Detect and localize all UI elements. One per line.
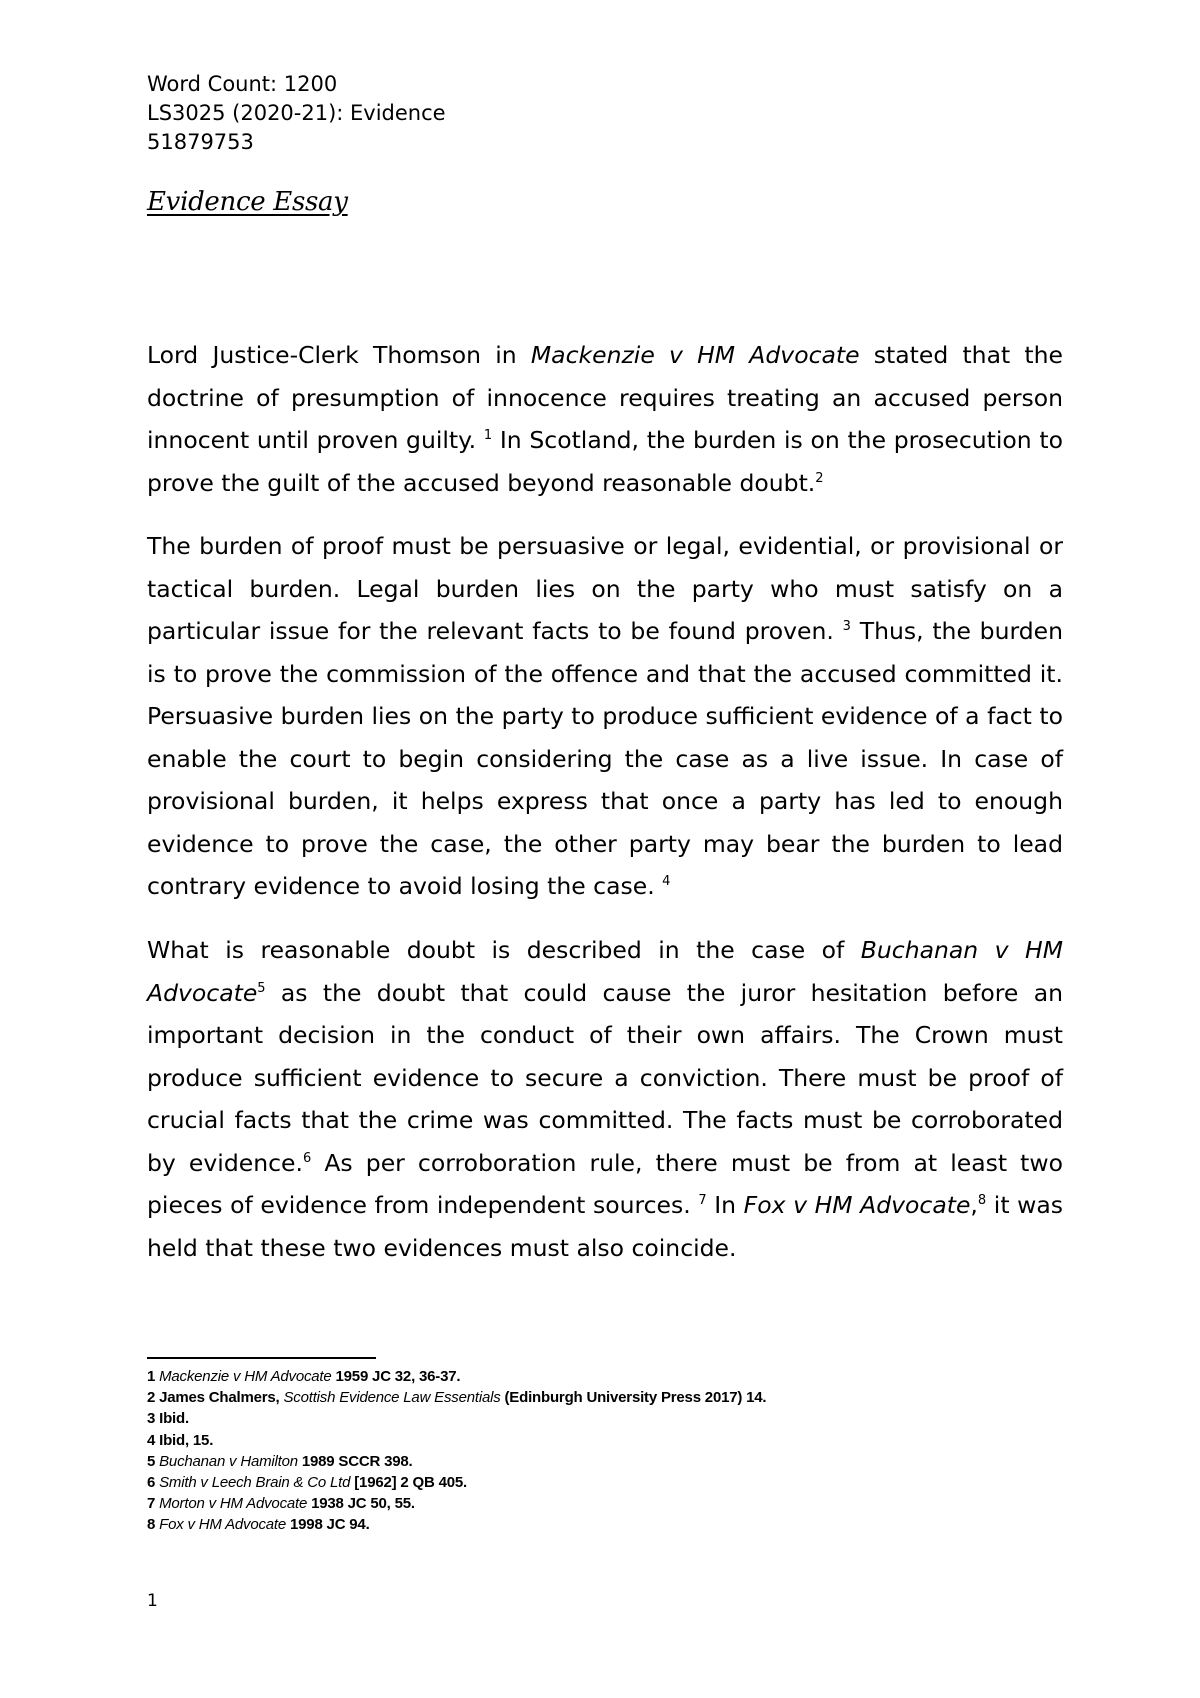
paragraph-1: Lord Justice-Clerk Thomson in Mackenzie v HM Advocate stated that the doctrine of presumption of innocence requires treating an accused person innocent until proven guilty. $^1$ In Scotland, the burden is on the prosecution to prove the guilt of the accused beyond reasonable doubt.$^2$ (147, 341, 1063, 497)
footnote-ref-4[interactable]: 4 (662, 874, 671, 889)
student-id: 51879753 (147, 130, 254, 154)
footnote-2: 2 James Chalmers, Scottish Evidence Law Essentials (Edinburgh University Press 2017) 14. (147, 1389, 767, 1407)
footnote-ref-5[interactable]: 5 (257, 980, 266, 996)
footnote-ref-1[interactable]: 1 (483, 428, 493, 443)
footnote-3: 3 Ibid. (147, 1410, 189, 1428)
footnote-separator (147, 1357, 376, 1359)
page-number: 1 (147, 1591, 158, 1611)
footnote-4: 4 Ibid, 15. (147, 1431, 214, 1449)
footnote-6: 6 Smith v Leech Brain & Co Ltd [1962] 2 QB 405. (147, 1474, 467, 1492)
page-title: Evidence Essay (147, 187, 348, 217)
paragraph-3: What is reasonable doubt is described in the case of Buchanan v HM Advocate$^5$ as the doubt that could cause the juror hesitation before an important decision in the conduct of their own affairs. The Crown must produce sufficient evidence to secure a conviction. There must be proof of crucial facts that the crime was committed. The facts must be corroborated by evidence.$^6$ As per corroboration rule, there must be from at least two pieces of evidence from independent sources. $^7$ In Fox v HM Advocate,$^8$ it was held that these two evidences must also coincide. (147, 936, 1064, 1262)
footnote-8: 8 Fox v HM Advocate 1998 JC 94. (147, 1516, 370, 1534)
case-citation: Mackenzie v HM Advocate (530, 341, 860, 369)
footnote-7: 7 Morton v HM Advocate 1938 JC 50, 55. (147, 1495, 415, 1513)
paragraph-2: The burden of proof must be persuasive or legal, evidential, or provisional or tactical burden. Legal burden lies on the party who must satisfy on a particular issue for the relevant facts to be found proven. $^3$ Thus, the burden is to prove the commission of the offence and that the accused committed it. Persuasive burden lies on the party to produce sufficient evidence of a fact to enable the court to begin considering the case as a live issue. In case of provisional burden, it helps express that once a party has led to enough evidence to prove the case, the other party may bear the burden to lead contrary evidence to avoid losing the case. $^4$ (147, 532, 1064, 900)
footnote-ref-8[interactable]: 8 (977, 1193, 987, 1208)
case-citation: Buchanan v HM Advocate (147, 936, 1063, 1007)
footnote-ref-2[interactable]: 2 (815, 470, 824, 486)
header-block (147, 70, 446, 157)
footnote-ref-7[interactable]: 7 (698, 1193, 707, 1208)
footnote-ref-6[interactable]: 6 (302, 1150, 312, 1166)
footnote-ref-3[interactable]: 3 (842, 619, 851, 634)
module-code: LS3025 (2020-21): Evidence (147, 101, 446, 125)
footnotes-list (147, 1366, 766, 1536)
footnote-1: 1 Mackenzie v HM Advocate 1959 JC 32, 36-37. (147, 1368, 461, 1385)
case-citation: Fox v HM Advocate (743, 1191, 971, 1219)
footnote-5: 5 Buchanan v Hamilton 1989 SCCR 398. (147, 1452, 413, 1470)
word-count: Word Count: 1200 (147, 72, 338, 96)
